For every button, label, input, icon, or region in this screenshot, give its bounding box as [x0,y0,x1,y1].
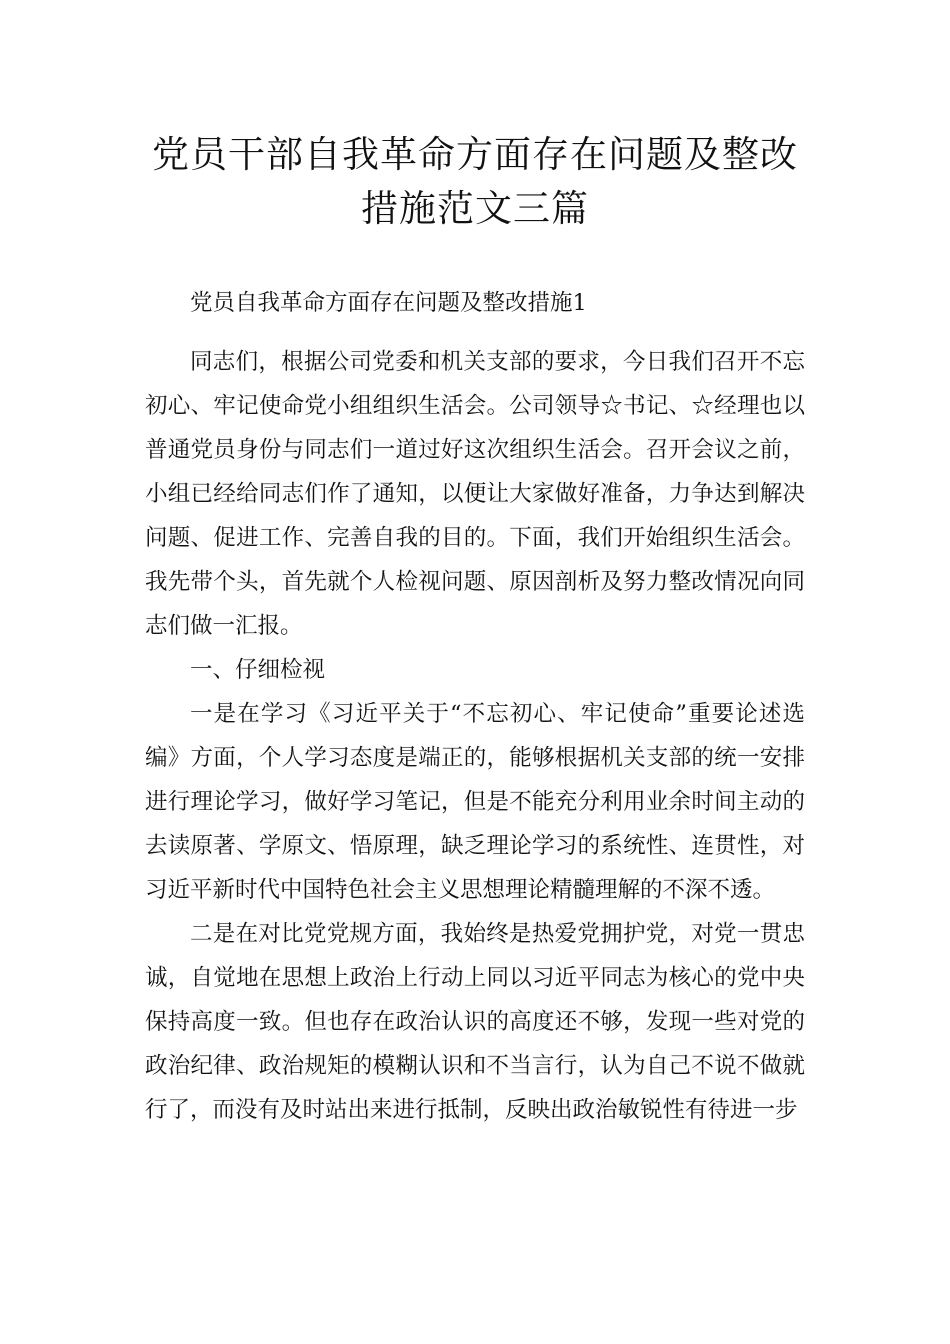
title-line-2: 措施范文三篇 [361,187,589,230]
paragraph: 同志们，根据公司党委和机关支部的要求，今日我们召开不忘初心、牢记使命党小组组织生活会。公司领导☆书记、☆经理也以普通党员身份与同志们一道过好这次组织生活会。召开会议之前，小组已经给同志们作了通知，以便让大家做好准备，力争达到解决问题、促进工作、完善自我的目的。下面，我们开始组织生活会。我先带个头，首先就个人检视问题、原因剖析及努力整改情况向同志们做一汇报。 [145,349,805,639]
title-line-1: 党员干部自我革命方面存在问题及整改 [152,133,798,176]
document-body [145,281,805,1132]
section-heading: 党员自我革命方面存在问题及整改措施1 [190,290,587,316]
document-title [0,128,950,236]
paragraph: 一是在学习《习近平关于“不忘初心、牢记使命”重要论述选编》方面，个人学习态度是端正的，能够根据机关支部的统一安排进行理论学习，做好学习笔记，但是不能充分利用业余时间主动的去读原著、学原文、悟原理，缺乏理论学习的系统性、连贯性，对习近平新时代中国特色社会主义思想理论精髓理解的不深不透。 [145,701,805,903]
subsection-heading: 一、仔细检视 [190,657,326,683]
paragraph: 二是在对比党党规方面，我始终是热爱党拥护党，对党一贯忠诚，自觉地在思想上政治上行动上同以习近平同志为核心的党中央保持高度一致。但也存在政治认识的高度还不够，发现一些对党的政治纪律、政治规矩的模糊认识和不当言行，认为自己不说不做就行了，而没有及时站出来进行抵制，反映出政治敏锐性有待进一步 [145,921,805,1123]
